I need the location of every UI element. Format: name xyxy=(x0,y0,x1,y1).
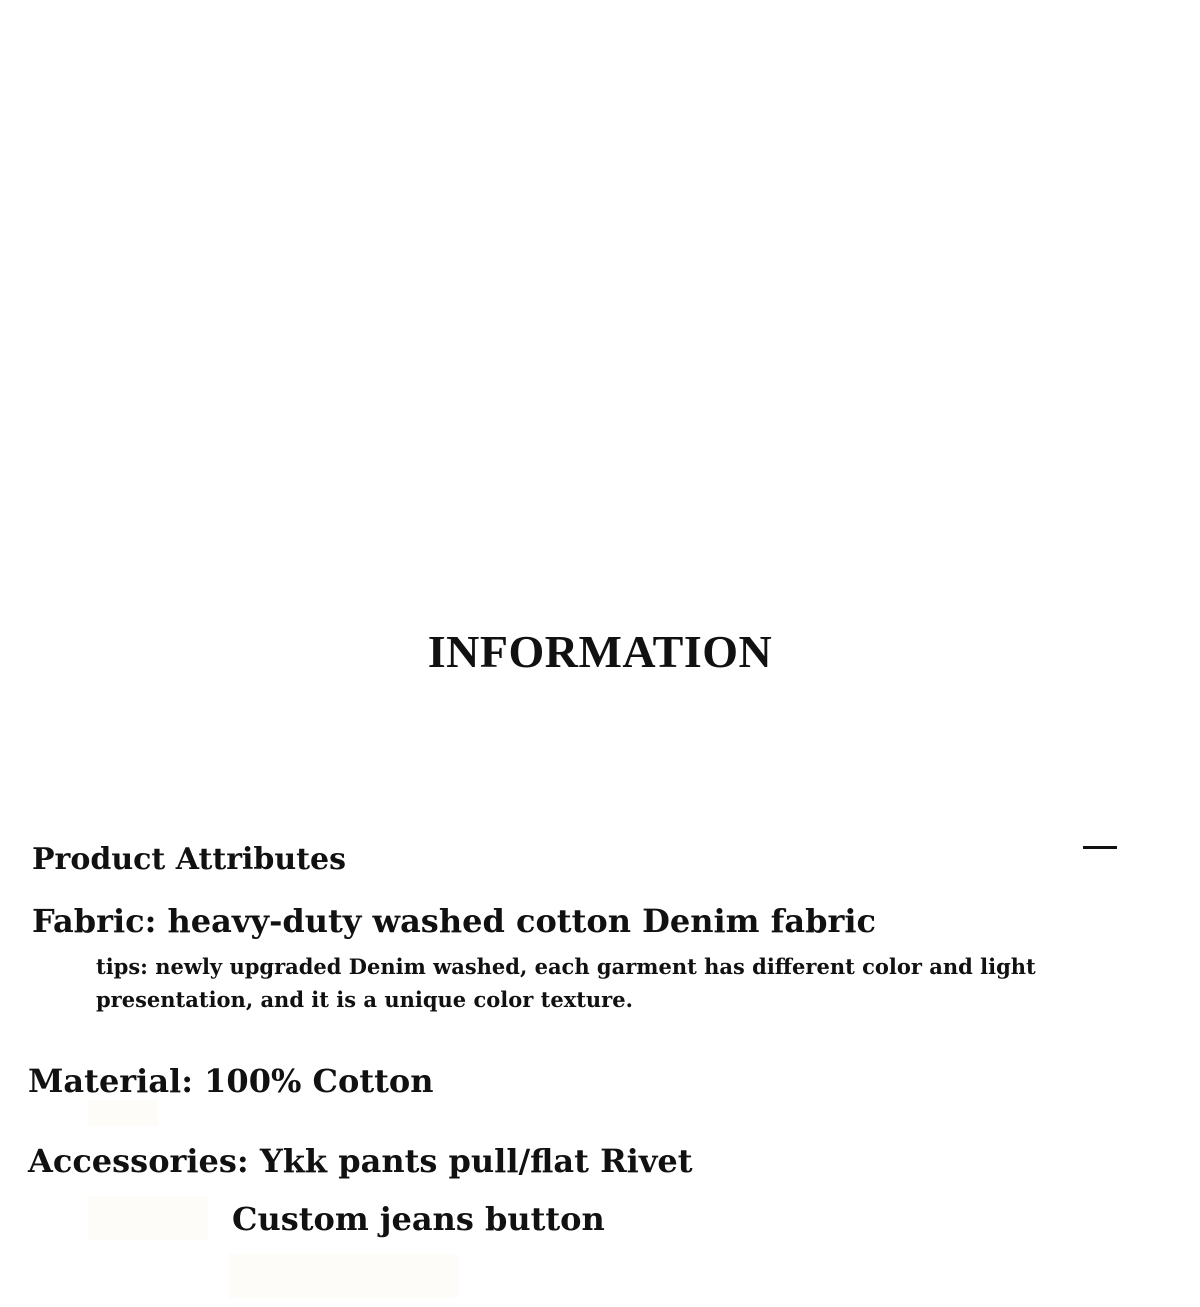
fabric-tips: tips: newly upgraded Denim washed, each garment has different color and light presentation, and it is a unique color texture. xyxy=(96,954,1036,1012)
page-title: INFORMATION xyxy=(427,626,773,677)
accessories-attribute: Accessories: Ykk pants pull/flat Rivet xyxy=(28,1142,693,1180)
material-attribute: Material: 100% Cotton xyxy=(28,1062,434,1100)
accessories-attribute-continued: Custom jeans button xyxy=(232,1200,605,1238)
fabric-attribute: Fabric: heavy-duty washed cotton Denim fabric xyxy=(32,902,876,940)
product-attributes-heading: Product Attributes xyxy=(32,842,347,877)
swatch-placeholder xyxy=(88,1196,208,1240)
swatch-placeholder xyxy=(228,1254,458,1298)
collapse-toggle-button[interactable] xyxy=(1082,830,1118,864)
swatch-placeholder xyxy=(88,1100,158,1126)
minus-icon xyxy=(1083,846,1117,849)
